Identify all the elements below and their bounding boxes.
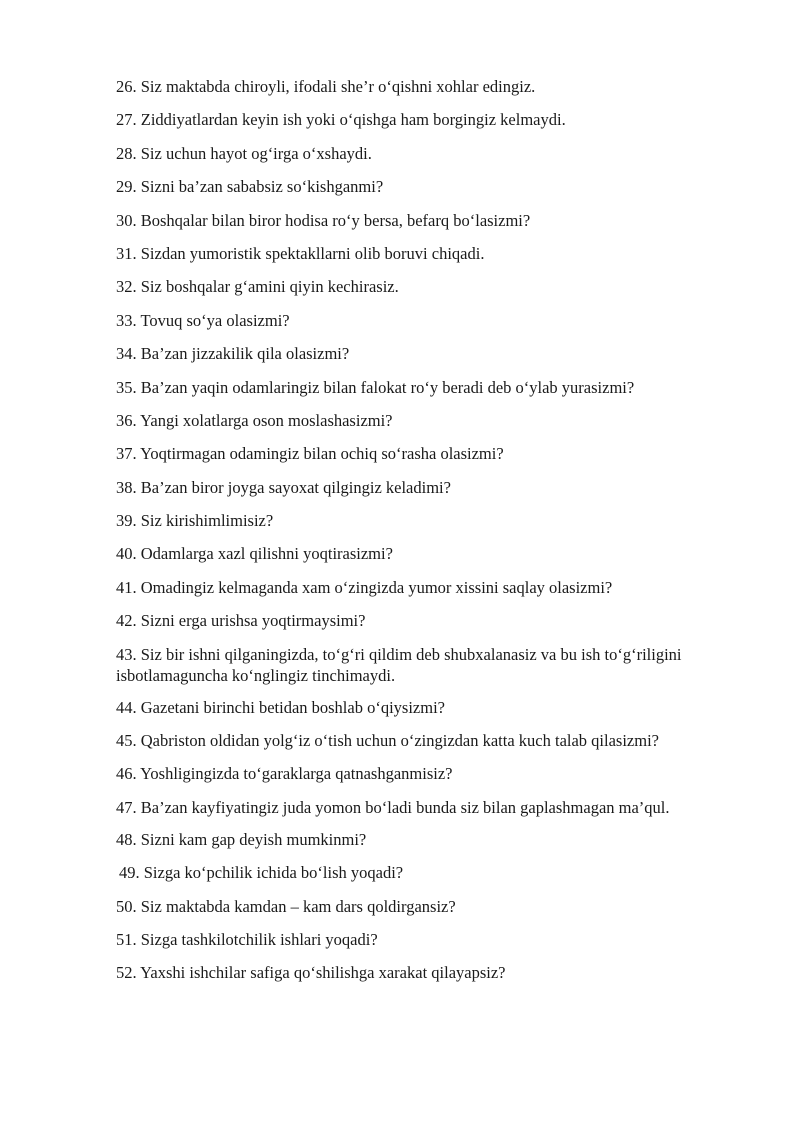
question-47: 47. Ba’zan kayfiyatingiz juda yomon bo‘ladi bunda siz bilan gaplashmagan ma’qul.: [116, 797, 670, 817]
question-35: 35. Ba’zan yaqin odamlaringiz bilan falokat ro‘y beradi deb o‘ylab yurasizmi?: [116, 377, 635, 397]
questionnaire-page: [116, 76, 756, 996]
question-49: 49. Sizga ko‘pchilik ichida bo‘lish yoqadi?: [119, 863, 404, 883]
question-42: 42. Sizni erga urishsa yoqtirmaysimi?: [116, 611, 366, 631]
question-26: 26. Siz maktabda chiroyli, ifodali she’r o‘qishni xohlar edingiz.: [116, 77, 536, 96]
question-39: 39. Siz kirishimlimisiz?: [116, 511, 274, 531]
question-30: 30. Boshqalar bilan biror hodisa ro‘y bersa, befarq bo‘lasizmi?: [116, 210, 531, 230]
question-27: 27. Ziddiyatlardan keyin ish yoki o‘qishga ham borgingiz kelmaydi.: [116, 110, 566, 130]
question-50: 50. Siz maktabda kamdan – kam dars qoldirgansiz?: [116, 896, 456, 916]
question-29: 29. Sizni ba’zan sababsiz so‘kishganmi?: [116, 177, 384, 197]
question-31: 31. Sizdan yumoristik spektakllarni olib boruvi chiqadi.: [116, 243, 485, 263]
question-46: 46. Yoshligingizda to‘garaklarga qatnashganmisiz?: [116, 764, 453, 784]
question-52: 52. Yaxshi ishchilar safiga qo‘shilishga xarakat qilayapsiz?: [116, 963, 506, 983]
question-40: 40. Odamlarga xazl qilishni yoqtirasizmi?: [116, 544, 393, 564]
question-48: 48. Sizni kam gap deyish mumkinmi?: [116, 829, 367, 849]
question-51: 51. Sizga tashkilotchilik ishlari yoqadi?: [116, 929, 378, 949]
question-33: 33. Tovuq so‘ya olasizmi?: [116, 310, 290, 330]
question-38: 38. Ba’zan biror joyga sayoxat qilgingiz keladimi?: [116, 477, 451, 497]
question-37: 37. Yoqtirmagan odamingiz bilan ochiq so‘rasha olasizmi?: [116, 444, 504, 464]
question-36: 36. Yangi xolatlarga oson moslashasizmi?: [116, 410, 393, 430]
question-28: 28. Siz uchun hayot og‘irga o‘xshaydi.: [116, 143, 372, 163]
question-34: 34. Ba’zan jizzakilik qila olasizmi?: [116, 344, 350, 364]
question-41: 41. Omadingiz kelmaganda xam o‘zingizda yumor xissini saqlay olasizmi?: [116, 577, 613, 597]
question-44: 44. Gazetani birinchi betidan boshlab o‘qiysizmi?: [116, 697, 445, 717]
question-32: 32. Siz boshqalar g‘amini qiyin kechirasiz.: [116, 277, 399, 297]
question-45: 45. Qabriston oldidan yolg‘iz o‘tish uchun o‘zingizdan katta kuch talab qilasizmi?: [116, 731, 659, 751]
question-43: 43. Siz bir ishni qilganingizda, to‘g‘ri qildim deb shubxalanasiz va bu ish to‘g‘riligini isbotlamaguncha ko‘nglingiz tinchimaydi.: [116, 644, 682, 685]
